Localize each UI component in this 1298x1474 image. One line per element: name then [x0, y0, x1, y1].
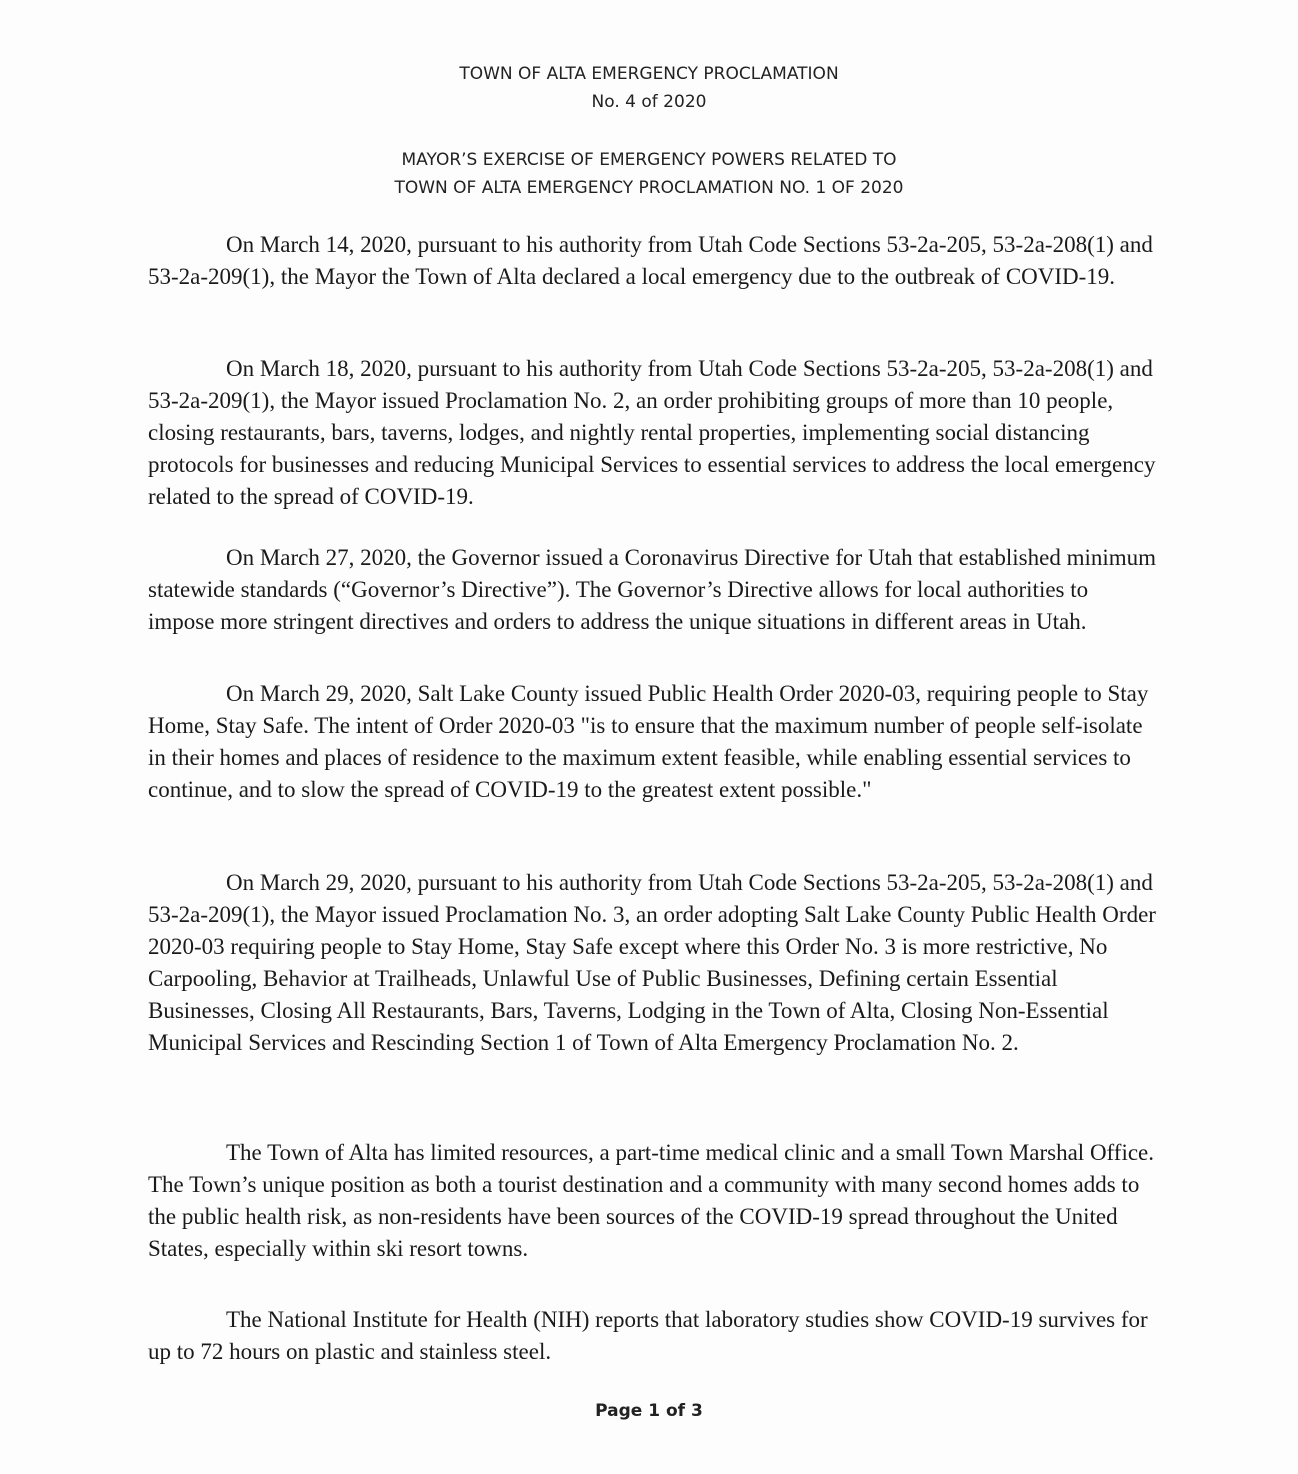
- paragraph-town-resources: The Town of Alta has limited resources, a part-time medical clinic and a small Town Marshal Office. The Town’s unique position as both a tourist destination and a community with many second homes adds to the public health risk, as non-residents have been sources of the COVID-19 spread throughout the United States, especially within ski resort towns.: [148, 1140, 1155, 1261]
- paragraph-march-29-county: On March 29, 2020, Salt Lake County issued Public Health Order 2020-03, requiring people to Stay Home, Stay Safe. The intent of Order 2020-03 "is to ensure that the maximum number of people self-isolate in their homes and places of residence to the maximum extent feasible, while enabling essential services to continue, and to slow the spread of COVID-19 to the greatest extent possible.": [148, 681, 1149, 802]
- proclamation-number: No. 4 of 2020: [591, 92, 707, 112]
- paragraph-march-18: On March 18, 2020, pursuant to his authority from Utah Code Sections 53-2a-205, 53-2a-208(1) and 53-2a-209(1), the Mayor issued Proclamation No. 2, an order prohibiting groups of more than 10 people, closing restaurants, bars, taverns, lodges, and nightly rental properties, implementing social distancing protocols for businesses and reducing Municipal Services to essential services to address the local emergency related to the spread of COVID-19.: [148, 356, 1156, 509]
- paragraph-nih-report: The National Institute for Health (NIH) reports that laboratory studies show COVID-19 survives for up to 72 hours on plastic and stainless steel.: [148, 1307, 1148, 1364]
- paragraph-march-27: On March 27, 2020, the Governor issued a Coronavirus Directive for Utah that established minimum statewide standards (“Governor’s Directive”). The Governor’s Directive allows for local authorities to impose more stringent directives and orders to address the unique situations in different areas in Utah.: [148, 545, 1157, 634]
- page-number: Page 1 of 3: [595, 1401, 703, 1421]
- proclamation-subtitle-line2: TOWN OF ALTA EMERGENCY PROCLAMATION NO. 1 OF 2020: [394, 178, 904, 198]
- paragraph-march-14: On March 14, 2020, pursuant to his authority from Utah Code Sections 53-2a-205, 53-2a-208(1) and 53-2a-209(1), the Mayor the Town of Alta declared a local emergency due to the outbreak of COVID-19.: [148, 232, 1153, 289]
- proclamation-subtitle-line1: MAYOR’S EXERCISE OF EMERGENCY POWERS RELATED TO: [401, 150, 897, 170]
- proclamation-title: TOWN OF ALTA EMERGENCY PROCLAMATION: [459, 64, 839, 84]
- paragraph-march-29-mayor: On March 29, 2020, pursuant to his authority from Utah Code Sections 53-2a-205, 53-2a-208(1) and 53-2a-209(1), the Mayor issued Proclamation No. 3, an order adopting Salt Lake County Public Health Order 2020-03 requiring people to Stay Home, Stay Safe except where this Order No. 3 is more restrictive, No Carpooling, Behavior at Trailheads, Unlawful Use of Public Businesses, Defining certain Essential Businesses, Closing All Restaurants, Bars, Taverns, Lodging in the Town of Alta, Closing Non-Essential Municipal Services and Rescinding Section 1 of Town of Alta Emergency Proclamation No. 2.: [148, 870, 1156, 1055]
